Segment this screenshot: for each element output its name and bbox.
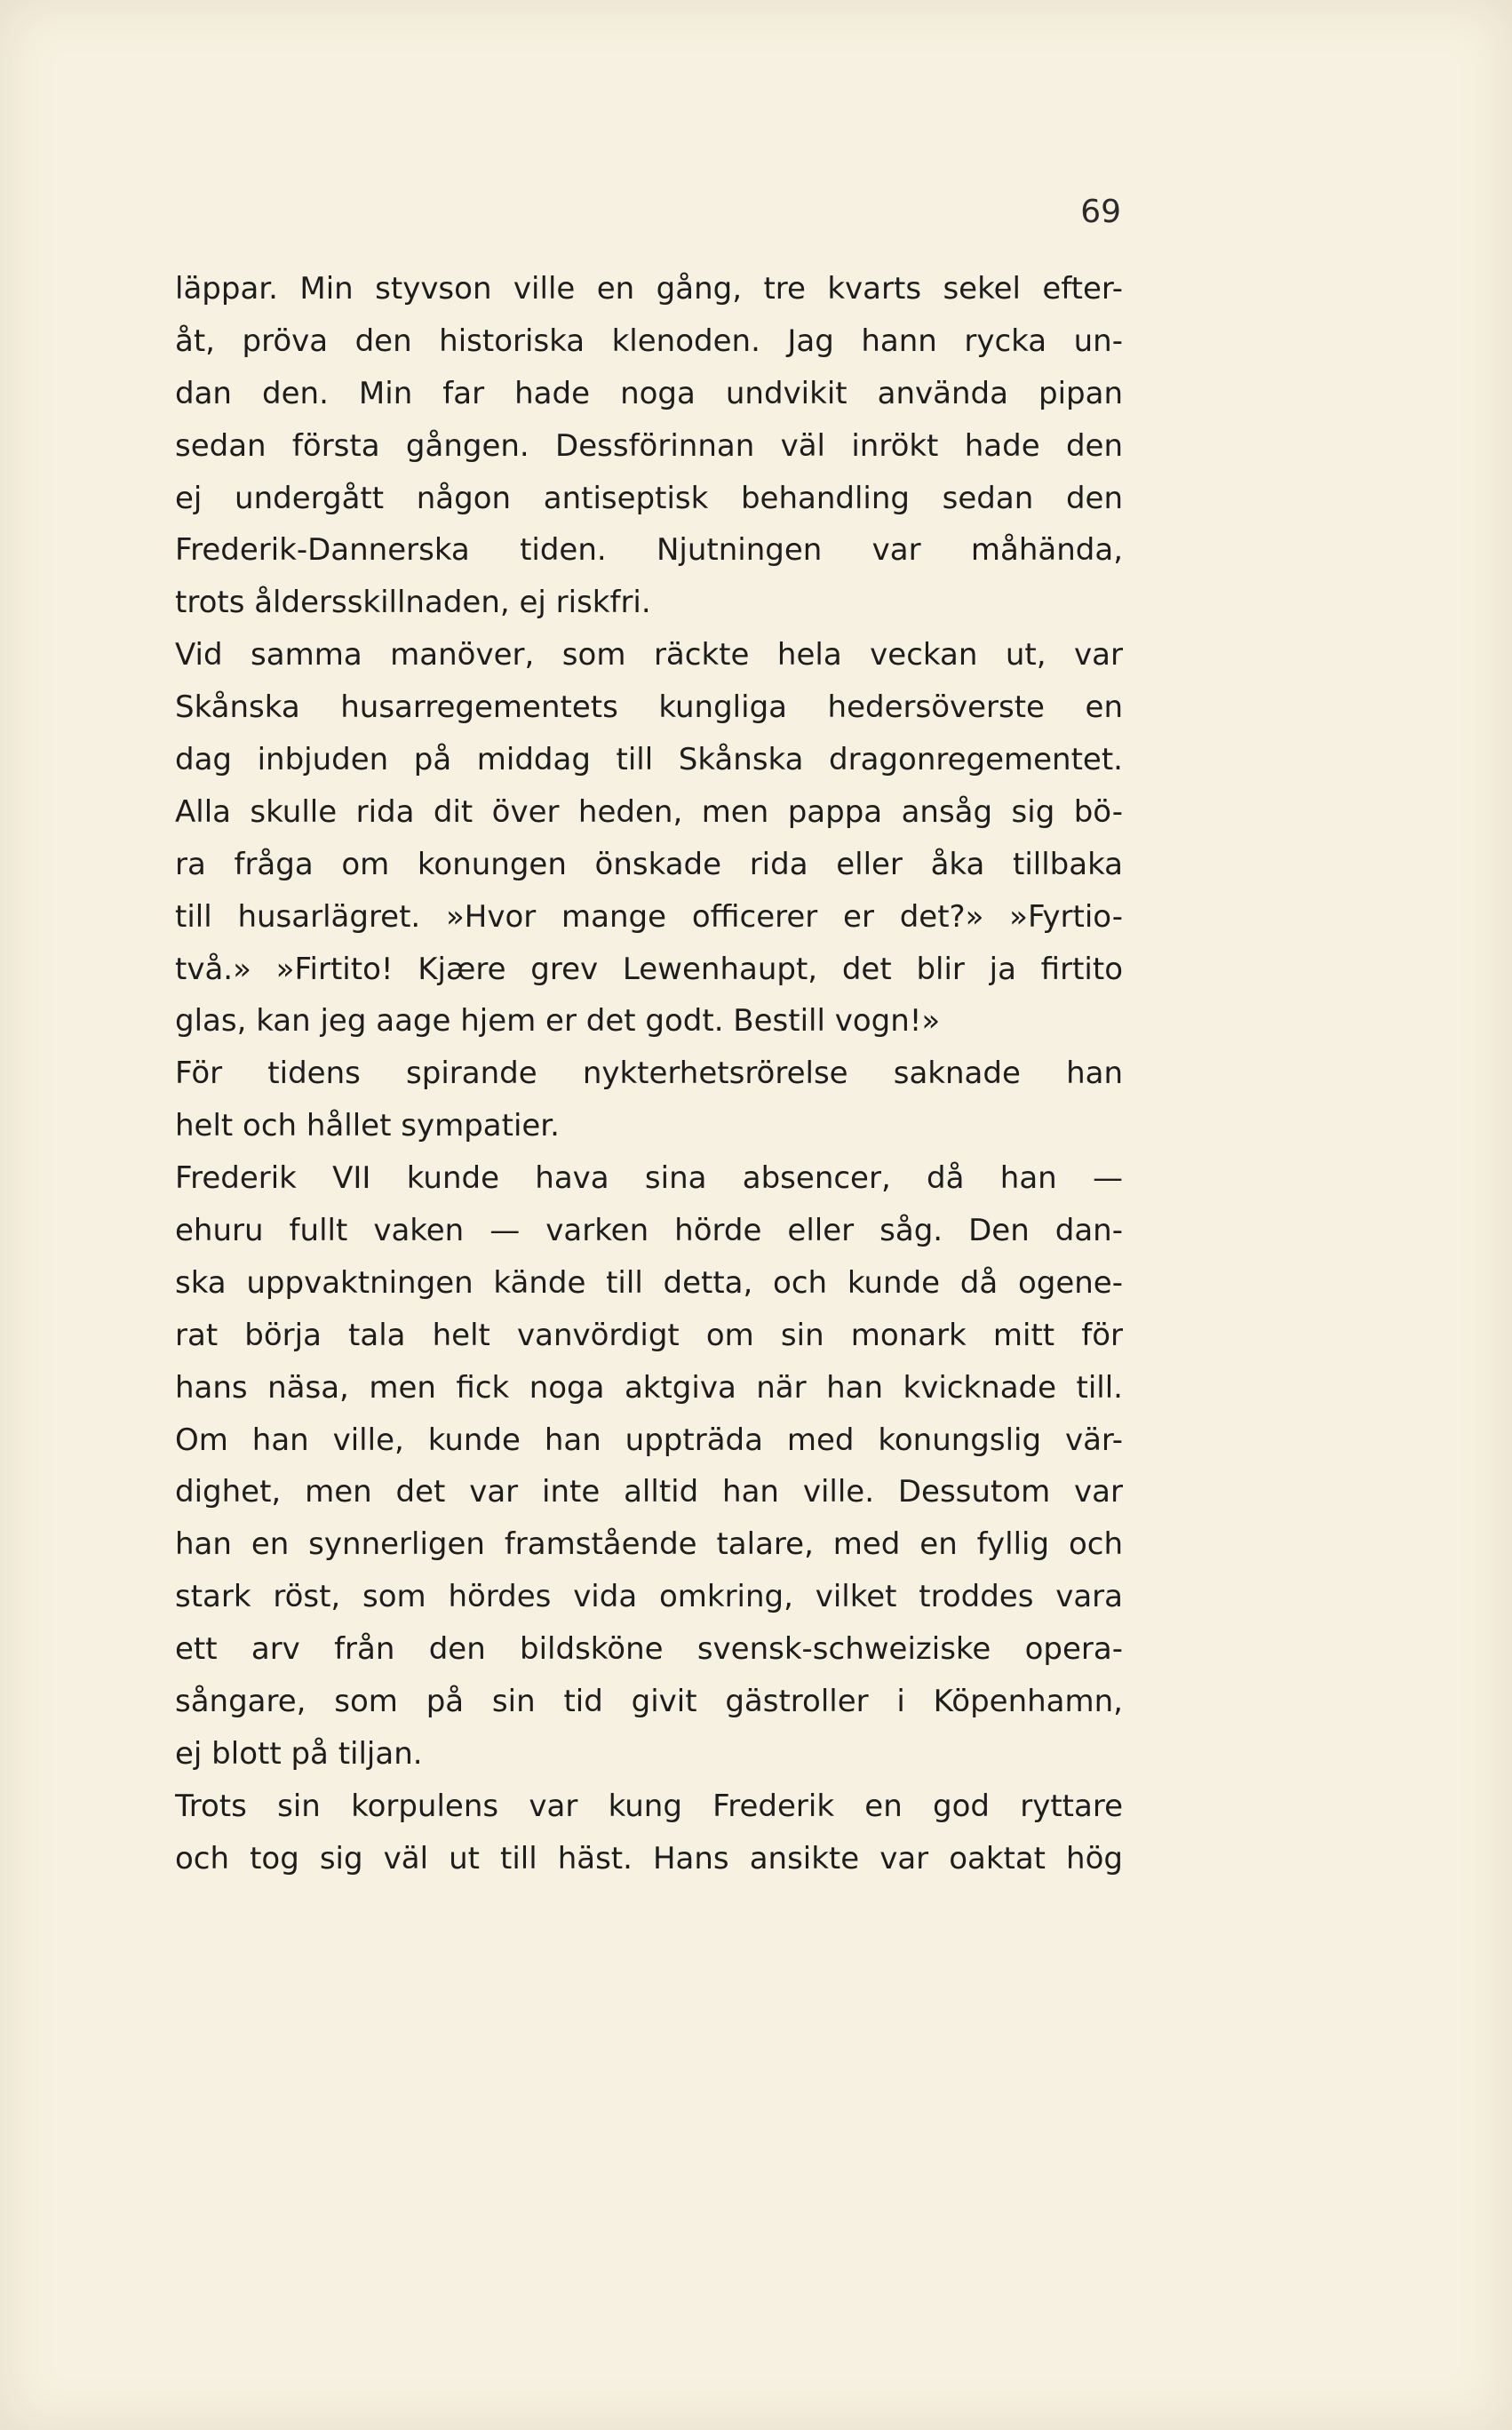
text-line: Skånska husarregementets kungliga hedersöverste en [175, 689, 1123, 726]
text-line: ehuru fullt vaken — varken hörde eller såg. Den dan- [175, 1213, 1123, 1249]
text-line: dag inbjuden på middag till Skånska dragonregementet. [175, 742, 1123, 778]
text-line: Vid samma manöver, som räckte hela veckan ut, var [175, 637, 1123, 673]
text-line: ej undergått någon antiseptisk behandling sedan den [175, 480, 1123, 516]
text-line: och tog sig väl ut till häst. Hans ansikte var oaktat hög [175, 1840, 1123, 1876]
text-line: sångare, som på sin tid givit gästroller i Köpenhamn, [175, 1684, 1123, 1720]
text-line: han en synnerligen framstående talare, med en fyllig och [175, 1526, 1123, 1563]
text-line: två.» »Firtito! Kjære grev Lewenhaupt, det blir ja firtito [175, 951, 1123, 987]
text-line: För tidens spirande nykterhetsrörelse saknade han [175, 1056, 1123, 1092]
text-line: sedan första gången. Dessförinnan väl inrökt hade den [175, 427, 1123, 464]
text-line: trots åldersskillnaden, ej riskfri. [175, 585, 651, 621]
text-line: läppar. Min styvson ville en gång, tre kvarts sekel efter- [175, 271, 1123, 307]
text-line: ra fråga om konungen önskade rida eller åka tillbaka [175, 846, 1123, 882]
text-line: till husarlägret. »Hvor mange officerer er det?» »Fyrtio- [175, 898, 1123, 935]
text-line: ej blott på tiljan. [175, 1735, 423, 1772]
text-line: ska uppvaktningen kände till detta, och kunde då ogene- [175, 1264, 1123, 1301]
text-line: glas, kan jeg aage hjem er det godt. Bestill vogn!» [175, 1003, 941, 1040]
text-line: dan den. Min far hade noga undvikit använda pipan [175, 375, 1123, 411]
text-line: ett arv från den bildsköne svensk-schweiziske opera- [175, 1631, 1123, 1668]
text-line: hans näsa, men fick noga aktgiva när han kvicknade till. [175, 1369, 1123, 1406]
text-line: stark röst, som hördes vida omkring, vilket troddes vara [175, 1579, 1123, 1615]
text-line: Frederik-Dannerska tiden. Njutningen var måhända, [175, 532, 1123, 569]
text-line: Trots sin korpulens var kung Frederik en god ryttare [175, 1788, 1123, 1824]
page-number: 69 [1080, 194, 1121, 230]
text-line: helt och hållet sympatier. [175, 1108, 560, 1144]
text-line: rat börja tala helt vanvördigt om sin monark mitt för [175, 1317, 1123, 1353]
text-line: Alla skulle rida dit över heden, men pappa ansåg sig bö- [175, 793, 1123, 830]
text-line: åt, pröva den historiska klenoden. Jag hann rycka un- [175, 323, 1123, 359]
text-line: Frederik VII kunde hava sina absencer, då han — [175, 1160, 1123, 1197]
body-text [175, 263, 1123, 1885]
text-line: Om han ville, kunde han uppträda med konungslig vär- [175, 1422, 1123, 1458]
text-line: dighet, men det var inte alltid han ville. Dessutom var [175, 1474, 1123, 1510]
